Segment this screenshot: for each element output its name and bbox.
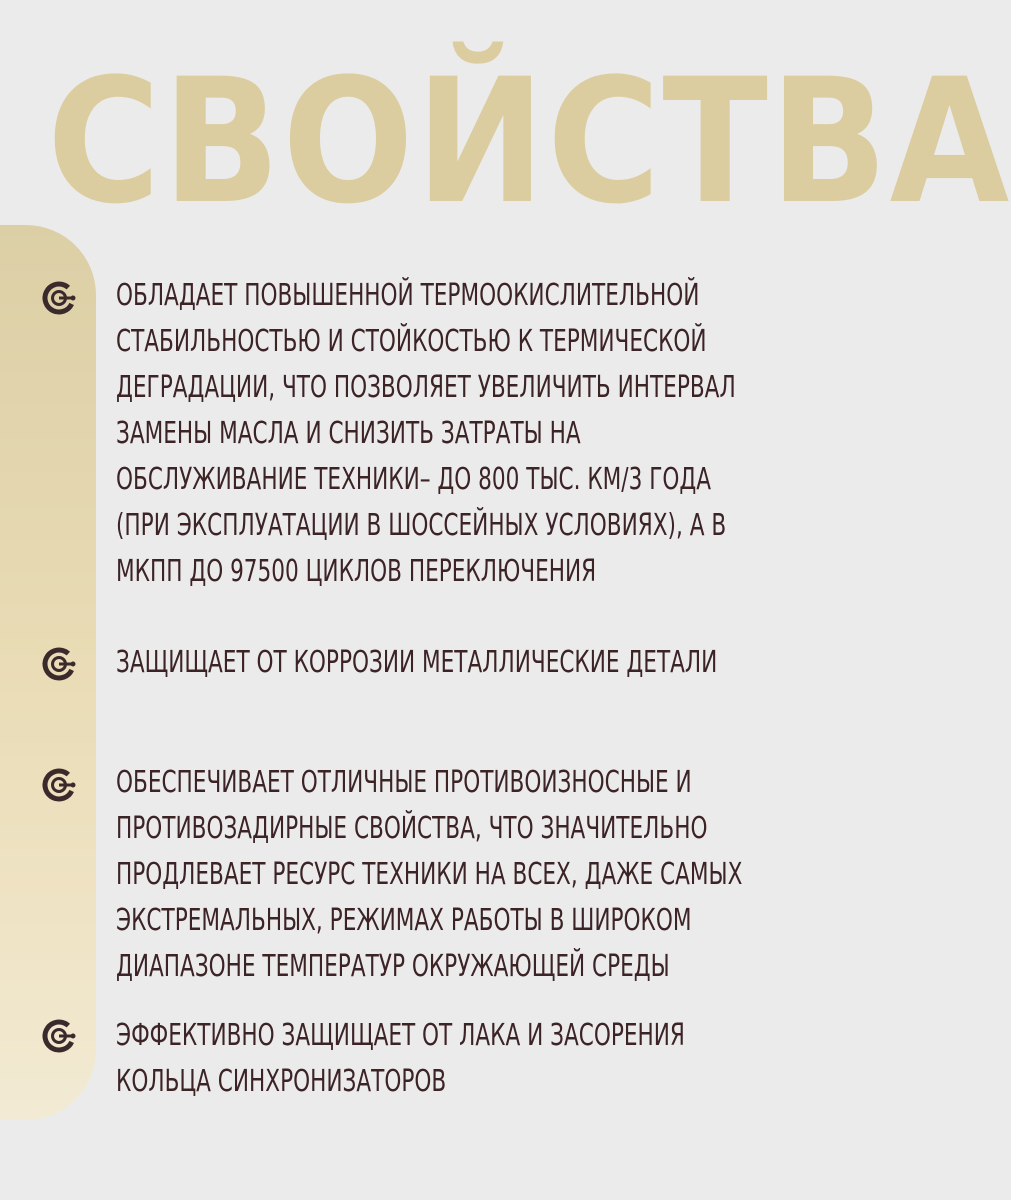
gear-target-icon [42, 1019, 76, 1053]
text-line: ОБСЛУЖИВАНИЕ ТЕХНИКИ– ДО 800 ТЫС. КМ/3 ГОДА [116, 462, 712, 497]
text-line: ЭФФЕКТИВНО ЗАЩИЩАЕТ ОТ ЛАКА И ЗАСОРЕНИЯ [116, 1018, 685, 1053]
text-line: ДЕГРАДАЦИИ, ЧТО ПОЗВОЛЯЕТ УВЕЛИЧИТЬ ИНТЕРВАЛ [116, 370, 736, 405]
text-line: СТАБИЛЬНОСТЬЮ И СТОЙКОСТЬЮ К ТЕРМИЧЕСКОЙ [116, 324, 707, 359]
text-line: ЗАМЕНЫ МАСЛА И СНИЗИТЬ ЗАТРАТЫ НА [116, 416, 581, 451]
text-line: ОБЕСПЕЧИВАЕТ ОТЛИЧНЫЕ ПРОТИВОИЗНОСНЫЕ И [116, 765, 692, 800]
text-line: ДИАПАЗОНЕ ТЕМПЕРАТУР ОКРУЖАЮЩЕЙ СРЕДЫ [116, 949, 670, 984]
text-line: ПРОДЛЕВАЕТ РЕСУРС ТЕХНИКИ НА ВСЕХ, ДАЖЕ САМЫХ [116, 857, 743, 892]
property-text [116, 760, 886, 990]
gear-target-icon [42, 647, 76, 681]
property-text [116, 640, 886, 686]
text-line: (ПРИ ЭКСПЛУАТАЦИИ В ШОССЕЙНЫХ УСЛОВИЯХ), А В [116, 508, 727, 543]
gear-target-icon [42, 281, 76, 315]
text-line: ОБЛАДАЕТ ПОВЫШЕННОЙ ТЕРМООКИСЛИТЕЛЬНОЙ [116, 278, 700, 313]
text-line: ЭКСТРЕМАЛЬНЫХ, РЕЖИМАХ РАБОТЫ В ШИРОКОМ [116, 903, 692, 938]
text-line: ПРОТИВОЗАДИРНЫЕ СВОЙСТВА, ЧТО ЗНАЧИТЕЛЬНО [116, 811, 708, 846]
property-text [116, 1013, 886, 1105]
text-line: МКПП ДО 97500 ЦИКЛОВ ПЕРЕКЛЮЧЕНИЯ [116, 554, 597, 589]
text-line: ЗАЩИЩАЕТ ОТ КОРРОЗИИ МЕТАЛЛИЧЕСКИЕ ДЕТАЛИ [116, 645, 718, 680]
property-text [116, 273, 886, 595]
gear-target-icon [42, 768, 76, 802]
page-title: СВОЙСТВА [47, 41, 1011, 242]
text-line: КОЛЬЦА СИНХРОНИЗАТОРОВ [116, 1064, 447, 1099]
